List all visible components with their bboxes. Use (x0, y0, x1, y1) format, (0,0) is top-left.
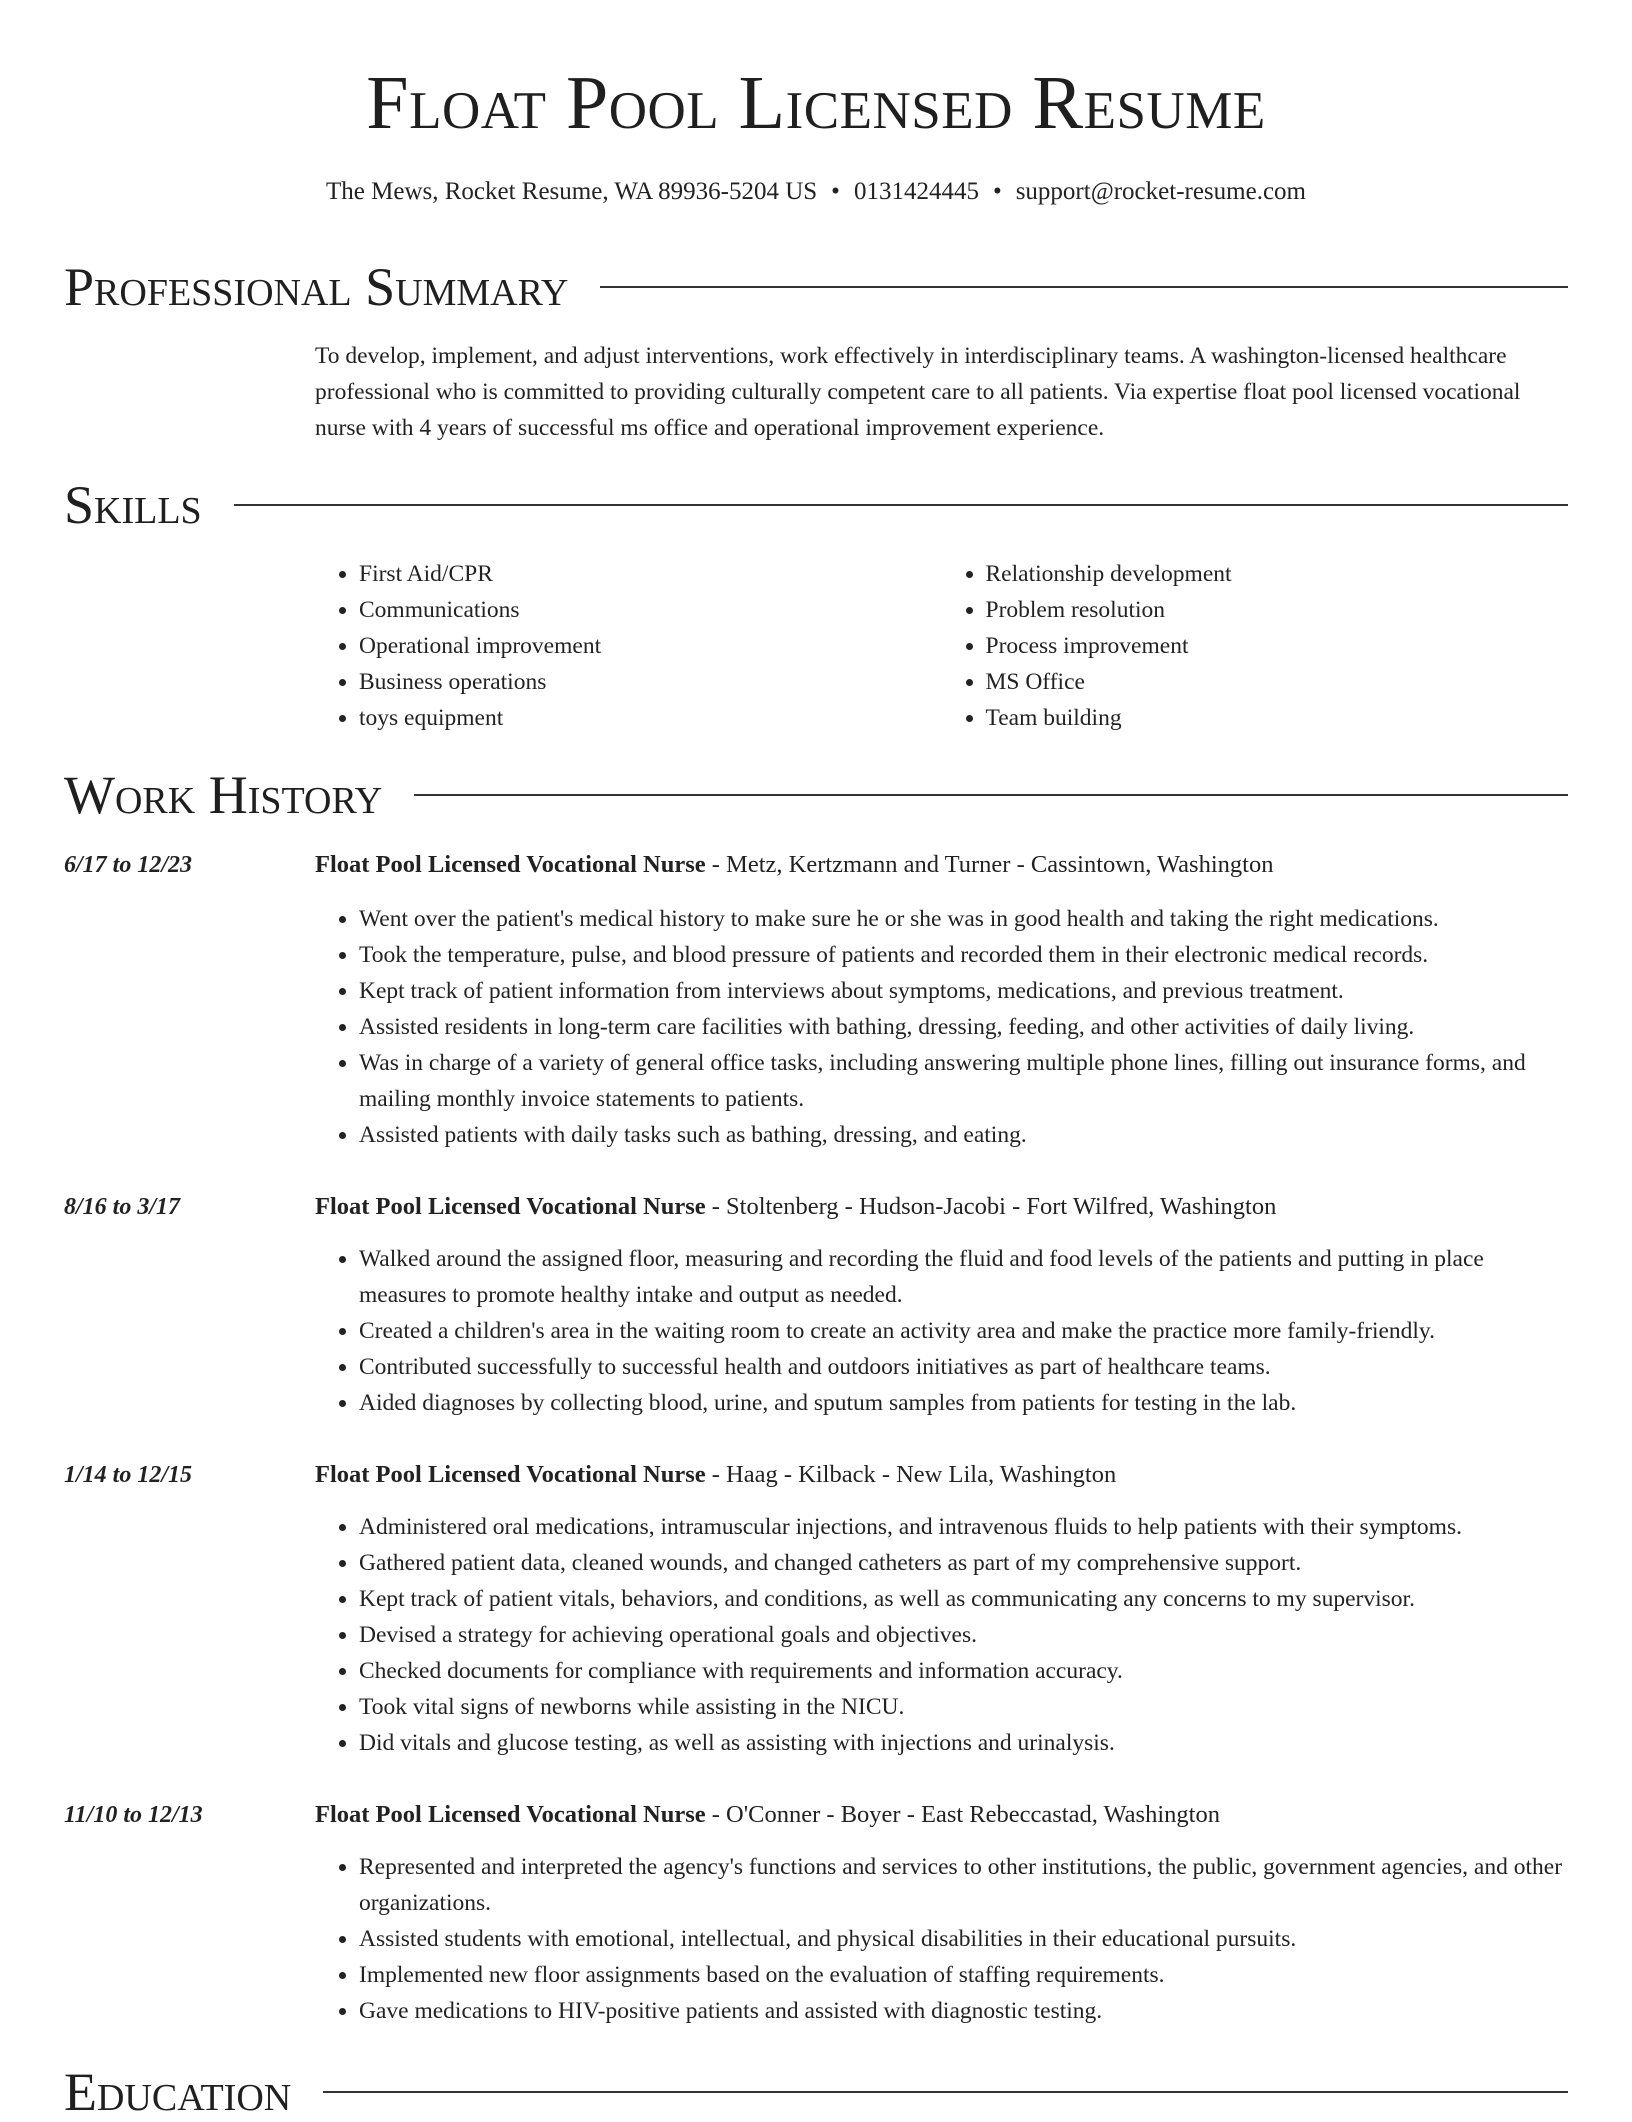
job-bullet: • Did vitals and glucose testing, as well as assisting with injections and urinalysis. (359, 1725, 1568, 1761)
job-bullet: • Represented and interpreted the agency's functions and services to other institutions, the public, government agencies, and other organizations. (359, 1849, 1568, 1921)
skill-item: • Relationship development (986, 556, 1569, 592)
job-bullet: • Assisted students with emotional, intellectual, and physical disabilities in their educational pursuits. (359, 1921, 1568, 1957)
skill-item: • Business operations (359, 664, 942, 700)
education-heading-row (64, 2062, 1568, 2122)
skill-item: • First Aid/CPR (359, 556, 942, 592)
skills-section (64, 475, 1568, 535)
skill-item: • Communications (359, 592, 942, 628)
contact-separator: • (831, 178, 840, 205)
job-bullet: • Kept track of patient information from interviews about symptoms, medications, and previous treatment. (359, 973, 1568, 1009)
job-employer: - Haag - Kilback - New Lila, Washington (705, 1461, 1117, 1488)
summary-section (64, 257, 1568, 317)
job-bullet: • Implemented new floor assignments based on the evaluation of staffing requirements. (359, 1957, 1568, 1993)
work-heading-row (64, 765, 1568, 825)
job-bullet: • Gave medications to HIV-positive patients and assisted with diagnostic testing. (359, 1993, 1568, 2029)
job-bullets (315, 901, 1568, 1153)
job-heading (315, 1797, 1568, 1833)
job-bullet: • Checked documents for compliance with requirements and information accuracy. (359, 1653, 1568, 1689)
skill-item: • Problem resolution (986, 592, 1569, 628)
contact-separator: • (992, 178, 1002, 205)
contact-line (64, 174, 1568, 210)
job-bullet: • Went over the patient's medical history to make sure he or she was in good health and taking the right medications. (359, 901, 1568, 937)
contact-address: The Mews, Rocket Resume, WA 89936-5204 US (326, 178, 818, 205)
skill-item: • MS Office (986, 664, 1569, 700)
job-employer: - Metz, Kertzmann and Turner - Cassintown, Washington (705, 851, 1274, 878)
job-bullet: • Took the temperature, pulse, and blood pressure of patients and recorded them in their electronic medical records. (359, 937, 1568, 973)
job-bullet: • Took vital signs of newborns while assisting in the NICU. (359, 1689, 1568, 1725)
job-heading (315, 1189, 1568, 1225)
section-divider (323, 2091, 1568, 2093)
contact-phone: 0131424445 (853, 178, 979, 205)
job-role: Float Pool Licensed Vocational Nurse (315, 1193, 706, 1220)
skills-heading: Skills (64, 475, 202, 535)
education-heading: Education (64, 2062, 292, 2122)
job-bullet: • Administered oral medications, intramuscular injections, and intravenous fluids to help patients with their symptoms. (359, 1509, 1568, 1545)
job-bullet: • Created a children's area in the waiting room to create an activity area and make the practice more family-friendly. (359, 1313, 1568, 1349)
section-divider (600, 286, 1568, 288)
job-bullet: • Contributed successfully to successful health and outdoors initiatives as part of healthcare teams. (359, 1349, 1568, 1385)
job-bullet: • Walked around the assigned floor, measuring and recording the fluid and food levels of the patients and putting in place measures to promote healthy intake and output as needed. (359, 1241, 1568, 1313)
job-dates: 1/14 to 12/15 (64, 1462, 193, 1488)
resume-title: Float Pool Licensed Resume (366, 61, 1266, 145)
job-bullet: • Assisted residents in long-term care facilities with bathing, dressing, feeding, and other activities of daily living. (359, 1009, 1568, 1045)
job-heading (315, 847, 1568, 883)
work-heading: Work History (64, 765, 383, 825)
section-divider (234, 504, 1568, 506)
job-bullets (315, 1241, 1568, 1421)
job-employer: - O'Conner - Boyer - East Rebeccastad, Washington (705, 1801, 1220, 1828)
skills-column-right (942, 556, 1569, 736)
job-heading (315, 1457, 1568, 1493)
job-bullet: • Assisted patients with daily tasks such as bathing, dressing, and eating. (359, 1117, 1568, 1153)
job-dates: 11/10 to 12/13 (64, 1802, 203, 1828)
skills-heading-row (64, 475, 1568, 535)
job-role: Float Pool Licensed Vocational Nurse (315, 1461, 706, 1488)
job-bullet: • Kept track of patient vitals, behaviors, and conditions, as well as communicating any concerns to my supervisor. (359, 1581, 1568, 1617)
job-bullet: • Was in charge of a variety of general office tasks, including answering multiple phone lines, filling out insurance forms, and mailing monthly invoice statements to patients. (359, 1045, 1568, 1117)
job-employer: - Stoltenberg - Hudson-Jacobi - Fort Wilfred, Washington (705, 1193, 1277, 1220)
skills-column-left (315, 556, 942, 736)
job-role: Float Pool Licensed Vocational Nurse (315, 851, 706, 878)
summary-heading: Professional Summary (64, 257, 569, 317)
job-bullet: • Gathered patient data, cleaned wounds, and changed catheters as part of my comprehensive support. (359, 1545, 1568, 1581)
skill-item: • Operational improvement (359, 628, 942, 664)
job-bullet: • Devised a strategy for achieving operational goals and objectives. (359, 1617, 1568, 1653)
job-dates: 8/16 to 3/17 (64, 1194, 181, 1220)
job-dates: 6/17 to 12/23 (64, 852, 193, 878)
summary-text: To develop, implement, and adjust interventions, work effectively in interdisciplinary teams. A washington-licensed healthcare professional who is committed to providing culturally competent care to all patients. Via expertise float pool licensed vocational nurse with 4 years of successful ms office and operational improvement experience. (315, 343, 1521, 441)
job-role: Float Pool Licensed Vocational Nurse (315, 1801, 706, 1828)
job-bullets (315, 1509, 1568, 1761)
work-section (64, 765, 1568, 825)
skills-list (315, 556, 1568, 736)
job-bullet: • Aided diagnoses by collecting blood, urine, and sputum samples from patients for testing in the lab. (359, 1385, 1568, 1421)
skill-item: • toys equipment (359, 700, 942, 736)
skill-item: • Process improvement (986, 628, 1569, 664)
skill-item: • Team building (986, 700, 1569, 736)
job-bullets (315, 1849, 1568, 2029)
education-section (64, 2062, 1568, 2122)
contact-email: support@rocket-resume.com (1015, 178, 1306, 205)
summary-heading-row (64, 257, 1568, 317)
section-divider (414, 794, 1568, 796)
